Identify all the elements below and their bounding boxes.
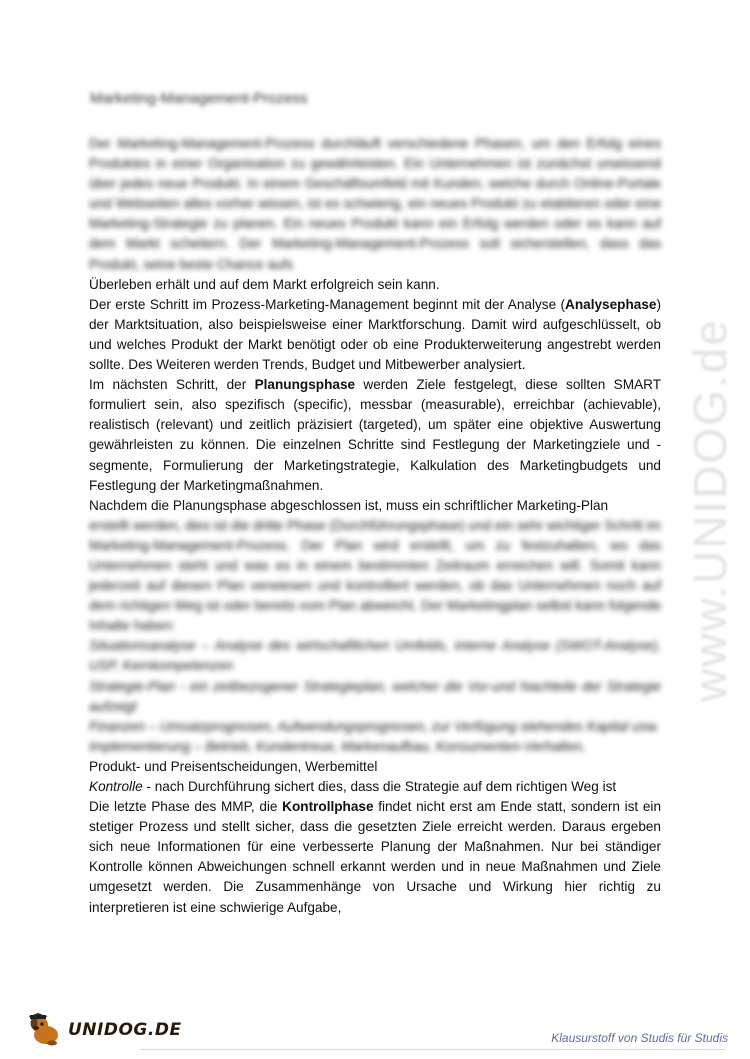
blurred-list-text: Finanzen – Umsatzprognosen, Aufwendungsprognosen, zur Verfügung stehendes Kapital usw. bbox=[89, 718, 660, 734]
text-segment: ) der Marktsituation, also beispielsweise einer Marktforschung. Damit wird aufgeschlüsselt, ob und welches Produkt der Markt benötigt oder ob eine Produkterweiterung angestrebt werden sollte. Des Weiteren werden Trends, Budget und Mitbewerber analysiert. bbox=[89, 296, 661, 373]
bold-term-analysephase: Analysephase bbox=[565, 296, 657, 312]
blurred-list-item-1 bbox=[89, 636, 661, 676]
paragraph-control-phase bbox=[89, 797, 661, 918]
list-item-4-end: Produkt- und Preisentscheidungen, Werbemittel bbox=[89, 758, 378, 774]
blurred-list-item-2 bbox=[89, 677, 661, 717]
bold-term-kontrollphase: Kontrollphase bbox=[282, 799, 374, 815]
text-segment: werden Ziele festgelegt, diese sollten SMART formuliert sein, also spezifisch (specific), messbar (measurable), erreichbar (achievable), realistisch (relevant) und zeitlich präzisiert (targeted), um später eine objektive Auswertung gewährleisten zu können. Die einzelnen Schritte sind Festlegung der Marketingziele und -segmente, Formulierung der Marketingstrategie, Kalkulation des Marketingbudgets und Festlegung der Marketingmaßnahmen. bbox=[89, 377, 662, 493]
watermark bbox=[655, 280, 750, 740]
watermark-text: www.UNIDOG.de bbox=[684, 318, 737, 702]
paragraph-analysis bbox=[89, 295, 661, 375]
italic-term-kontrolle: Kontrolle bbox=[89, 779, 143, 794]
list-item-control bbox=[89, 777, 661, 797]
blurred-list-item-4 bbox=[89, 737, 661, 757]
paragraph-execution-start: Nachdem die Planungsphase abgeschlossen ist, muss ein schriftlicher Marketing-Plan bbox=[89, 497, 609, 513]
dog-mascot-icon bbox=[26, 1013, 64, 1047]
text-segment: Der erste Schritt im Prozess-Marketing-Management beginnt mit der Analyse ( bbox=[89, 296, 566, 312]
blurred-paragraph-execution: erstellt werden, dies ist die dritte Phase (Durchführungsphase) und ein sehr wichtiger Schritt im Marketing-Management-Prozess. Der Plan wird erstellt, um zu festzuhalten, wo das Unternehmen steht und was es in einem bestimmten Zeitraum erreichen will. Somit kann jederzeit auf diesen Plan verwiesen und kontrolliert werden, ob das Unternehmen noch auf dem richtigen Weg ist oder bereits vom Plan abweicht. Der Marketingplan selbst kann folgende Inhalte haben: bbox=[89, 517, 661, 634]
document-body bbox=[89, 134, 661, 918]
text-segment: Im nächsten Schritt, der bbox=[89, 377, 255, 393]
footer-slogan: Klausurstoff von Studis für Studis bbox=[551, 1031, 728, 1045]
paragraph-planning bbox=[89, 375, 661, 496]
document-title: Marketing-Management-Prozess bbox=[90, 90, 308, 107]
text-segment: Die letzte Phase des MMP, die bbox=[89, 799, 283, 815]
text-segment: findet nicht erst am Ende statt, sondern ist ein stetiger Prozess und stellt sicher, dass die gesetzten Ziele erreicht werden. Daraus ergeben sich neue Informationen für eine verbesserte Planung der Maßnahmen. Nur bei ständiger Kontrolle können Abweichungen schnell erkannt werden und in neue Maßnahmen und Ziele umgesetzt werden. Die Zusammenhänge von Ursache und Wirkung hier richtig zu interpretieren ist eine schwierige Aufgabe, bbox=[89, 799, 662, 915]
blurred-list-text: Strategie-Plan - ein zeitbezogener Strategieplan, welcher die Vor-und Nachteile der Strategie aufzeigt bbox=[89, 678, 661, 714]
blurred-paragraph-intro: Der Marketing-Management-Prozess durchläuft verschiedene Phasen, um den Erfolg eines Produktes in einer Organisation zu gewährleisten. Ein Unternehmen ist zunächst unwissend über jedes neue Produkt. In einem Geschäftsumfeld mit Kunden, welche durch Online-Portale und Webseiten alles vorher wissen, ist es schwierig, ein neues Produkt zu etablieren oder eine Marketing-Strategie zu planen. Ein neues Produkt kann ein Erfolg werden oder es kann auf dem Markt scheitern. Der Marketing-Management-Prozess soll sicherstellen, dass das Produkt, seine beste Chance aufs bbox=[89, 136, 661, 272]
unidog-logo[interactable] bbox=[26, 1013, 182, 1047]
blurred-list-item-3 bbox=[89, 717, 661, 737]
text-segment: - nach Durchführung sichert dies, dass die Strategie auf dem richtigen Weg ist bbox=[142, 779, 617, 794]
logo-text: UNIDOG.DE bbox=[68, 1020, 182, 1040]
bold-term-planungsphase: Planungsphase bbox=[254, 377, 356, 393]
blurred-list-text: Implementierung – Betrieb, Kundentreue, Markenaufbau, Konsumenten-Verhalten, bbox=[89, 738, 586, 754]
footer-divider bbox=[140, 1049, 725, 1050]
blurred-list-text: Situationsanalyse – Analyse des wirtschaftlichen Umfelds, interne Analyse (SWOT-Analyse), USP, Kernkompetenzen bbox=[89, 638, 661, 674]
paragraph-intro-end: Überleben erhält und auf dem Markt erfolgreich sein kann. bbox=[89, 276, 440, 292]
